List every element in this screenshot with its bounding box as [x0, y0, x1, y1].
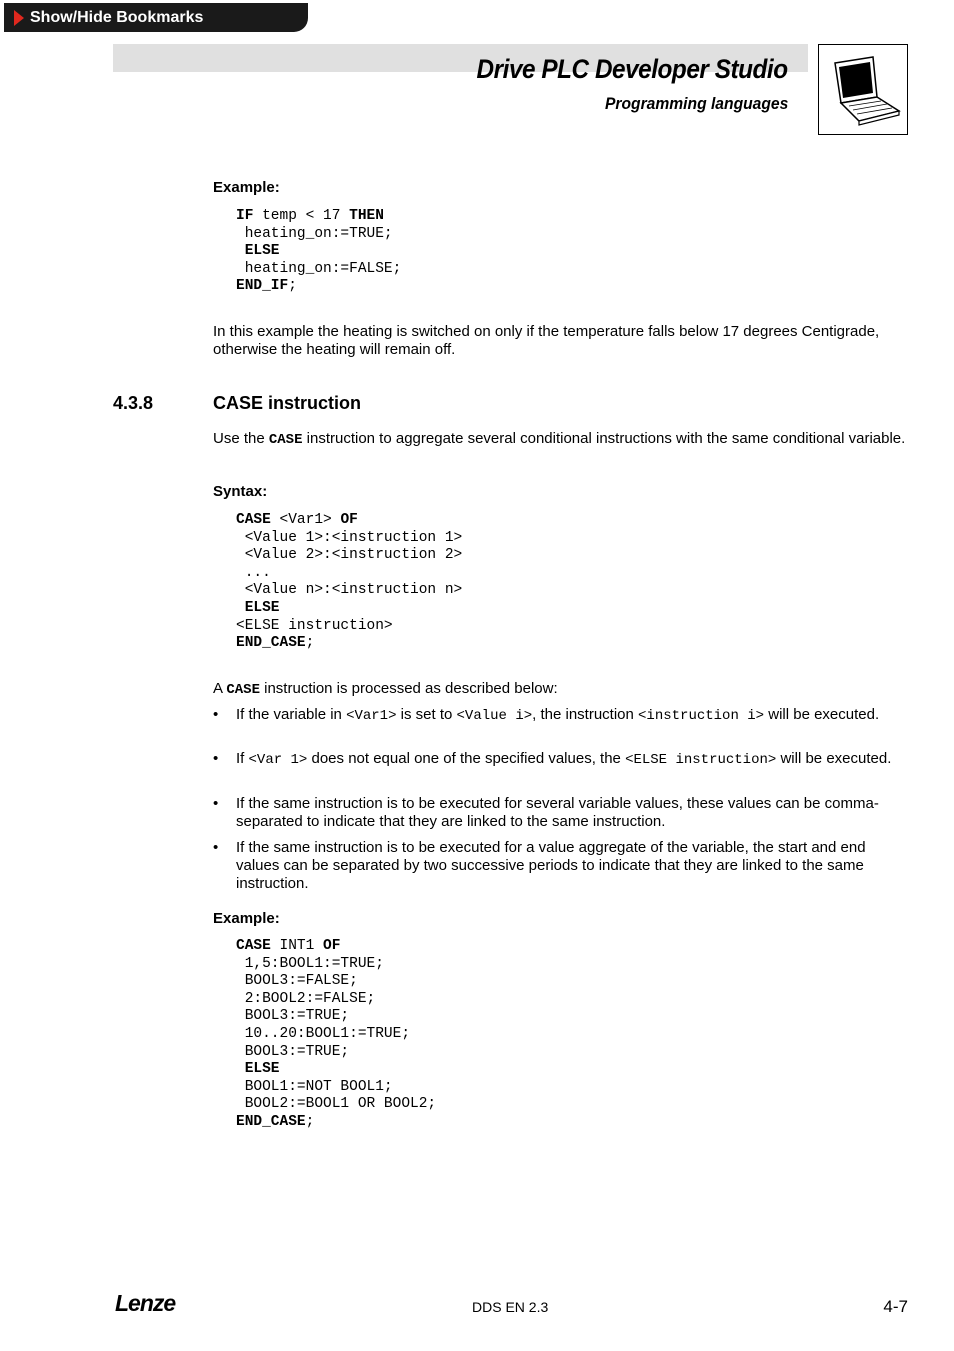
lenze-logo: Lenze [115, 1290, 176, 1316]
code-line: BOOL2:=BOOL1 OR BOOL2; [236, 1096, 437, 1113]
code-block-syntax [236, 512, 462, 653]
code-line: 10..20:BOOL1:=TRUE; [236, 1025, 411, 1042]
list-item: • If <Var 1> does not equal one of the specified values, the <ELSE instruction> will be executed. [213, 750, 892, 768]
page-number: 4-7 [883, 1297, 908, 1316]
code-line: ELSE [236, 243, 280, 260]
show-hide-bookmarks-button[interactable] [4, 3, 308, 32]
section-intro: Use the CASE instruction to aggregate several conditional instructions with the same conditional variable. [213, 430, 906, 448]
list-item: • If the same instruction is to be executed for several variable values, these values can be comma-separated to indicate that they are linked to the same instruction. [213, 795, 879, 830]
code-line: CASE <Var1> OF [236, 512, 358, 528]
example-label: Example: [213, 910, 280, 927]
code-line: <Value 2>:<instruction 2> [236, 547, 463, 564]
code-line: CASE INT1 OF [236, 938, 341, 954]
syntax-label: Syntax: [213, 483, 268, 500]
section-number: 4.3.8 [113, 393, 154, 413]
code-line: BOOL1:=NOT BOOL1; [236, 1078, 393, 1095]
code-line: ELSE [236, 599, 280, 616]
page-subtitle: Programming languages [604, 94, 788, 113]
section-title: CASE instruction [213, 393, 362, 413]
code-line: BOOL3:=TRUE; [236, 1043, 350, 1060]
list-item: • If the same instruction is to be executed for a value aggregate of the variable, the start and end values can be separated by two successive periods to indicate that they are linked to the same instruction. [213, 839, 866, 892]
code-line: <ELSE instruction> [236, 617, 393, 634]
code-line: ELSE [236, 1061, 280, 1078]
code-line: IF temp < 17 THEN [236, 208, 384, 224]
code-line: <Value 1>:<instruction 1> [236, 529, 463, 546]
example-explanation: In this example the heating is switched on only if the temperature falls below 17 degrees Centigrade, otherwise the heating will remain off. [213, 323, 880, 358]
document-id: DDS EN 2.3 [472, 1299, 549, 1315]
code-line: 1,5:BOOL1:=TRUE; [236, 955, 384, 972]
code-line: ... [236, 564, 271, 581]
code-block-example2 [236, 938, 436, 1132]
code-line: <Value n>:<instruction n> [236, 582, 463, 599]
laptop-icon [818, 44, 908, 135]
example-label: Example: [213, 179, 280, 196]
code-line: BOOL3:=FALSE; [236, 973, 358, 990]
code-line: BOOL3:=TRUE; [236, 1008, 350, 1025]
code-line: END_CASE; [236, 1113, 315, 1130]
code-block-example1 [236, 208, 401, 296]
page-title: Drive PLC Developer Studio [476, 54, 788, 84]
code-line: END_CASE; [236, 635, 315, 652]
code-line: heating_on:=TRUE; [236, 225, 393, 242]
code-line: END_IF; [236, 278, 297, 295]
list-item: • If the variable in <Var1> is set to <Value i>, the instruction <instruction i> will be executed. [213, 706, 880, 724]
arrow-right-icon [14, 10, 24, 26]
code-line: heating_on:=FALSE; [236, 260, 402, 277]
processing-intro: A CASE instruction is processed as described below: [213, 680, 558, 698]
code-line: 2:BOOL2:=FALSE; [236, 990, 376, 1007]
bookmarks-button-label: Show/Hide Bookmarks [30, 8, 204, 26]
